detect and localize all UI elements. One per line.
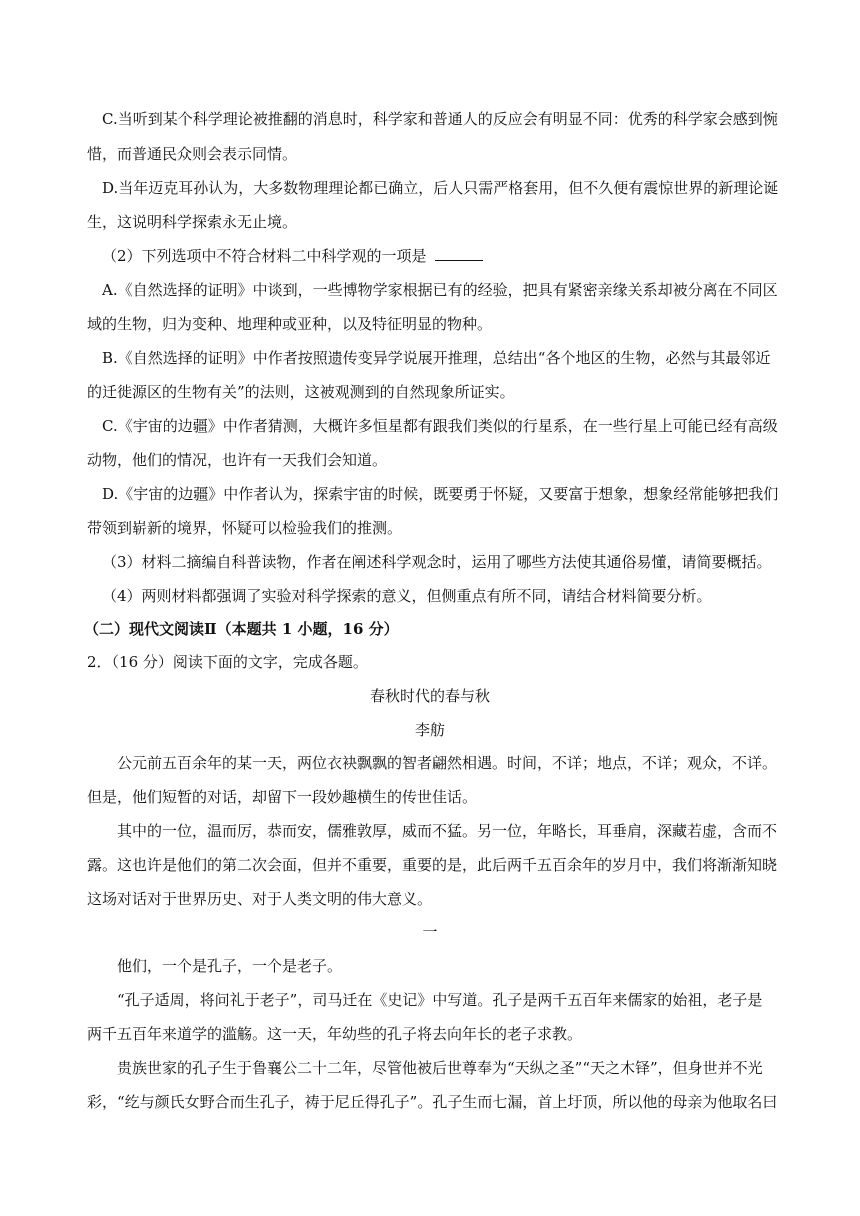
question-4: （4）两则材料都强调了实验对科学探索的意义，但侧重点有所不同，请结合材料简要分析。 — [102, 587, 712, 605]
question-3: （3）材料二摘编自科普读物，作者在阐述科学观念时，运用了哪些方法使其通俗易懂，请简要概括。 — [102, 553, 772, 571]
question-2-option-b-line1: B.《自然选择的证明》中作者按照遗传变异学说展开推理，总结出“各个地区的生物，必然与其最邻近 — [102, 349, 771, 367]
paragraph-4-line2: 两千五百年来道学的滥觞。这一天，年幼些的孔子将去向年长的老子求教。 — [87, 1025, 583, 1043]
question-item-2: 2．（16 分）阅读下面的文字，完成各题。 — [87, 653, 368, 671]
question-2-option-d-line1: D.《宇宙的边疆》中作者认为，探索宇宙的时候，既要勇于怀疑，又要富于想象，想象经常能够把我们 — [102, 485, 779, 503]
paragraph-2-line1: 其中的一位，温而厉，恭而安，儒雅敦厚，威而不猛。另一位，年略长，耳垂肩，深藏若虚，含而不 — [117, 822, 778, 840]
article-author: 李舫 — [414, 721, 445, 739]
question-2-stem-text: （2）下列选项中不符合材料二中科学观的一项是 — [102, 247, 427, 265]
paragraph-1-line2: 但是，他们短暂的对话，却留下一段妙趣横生的传世佳话。 — [87, 788, 478, 806]
material1-option-c-line2: 惜，而普通民众则会表示同情。 — [87, 145, 298, 163]
question-2-option-a-line1: A.《自然选择的证明》中谈到，一些博物学家根据已有的经验，把具有紧密亲缘关系却被分离在不同区 — [102, 281, 778, 299]
paragraph-5-line2: 彩，“纥与颜氏女野合而生孔子，祷于尼丘得孔子”。孔子生而七漏，首上圩顶，所以他的母亲为他取名曰 — [87, 1093, 778, 1111]
paragraph-5-line1: 贵族世家的孔子生于鲁襄公二十二年，尽管他被后世尊奉为“天纵之圣”“天之木铎”，但身世并不光 — [117, 1059, 763, 1077]
question-2-option-d-line2: 带领到崭新的境界，怀疑可以检验我们的推测。 — [87, 519, 403, 537]
question-2-option-c-line2: 动物，他们的情况，也许有一天我们会知道。 — [87, 451, 388, 469]
material1-option-d-line1: D.当年迈克耳孙认为，大多数物理理论都已确立，后人只需严格套用，但不久便有震惊世界的新理论诞 — [102, 179, 779, 197]
part-heading: 一 — [422, 923, 438, 941]
material1-option-d-line2: 生，这说明科学探索永无止境。 — [87, 213, 298, 231]
material1-option-c-line1: C.当听到某个科学理论被推翻的消息时，科学家和普通人的反应会有明显不同：优秀的科学家会感到惋 — [102, 110, 778, 128]
paragraph-4-line1: “孔子适周，将问礼于老子”，司马迁在《史记》中写道。孔子是两千五百年来儒家的始祖，老子是 — [117, 991, 763, 1009]
paragraph-2-line2: 露。这也许是他们的第二次会面，但并不重要，重要的是，此后两千五百余年的岁月中，我们将渐渐知晓 — [87, 856, 778, 874]
paragraph-1-line1: 公元前五百余年的某一天，两位衣袂飘飘的智者翩然相遇。时间，不详；地点，不详；观众，不详。 — [117, 754, 778, 772]
answer-blank[interactable] — [435, 246, 483, 261]
paragraph-3: 他们，一个是孔子，一个是老子。 — [117, 957, 343, 975]
question-2-option-c-line1: C.《宇宙的边疆》中作者猜测，大概许多恒星都有跟我们类似的行星系，在一些行星上可能已经有高级 — [102, 417, 778, 435]
paragraph-2-line3: 这场对话对于世界历史、对于人类文明的伟大意义。 — [87, 890, 433, 908]
question-2-stem — [102, 245, 483, 267]
article-title: 春秋时代的春与秋 — [369, 687, 490, 705]
section-heading: （二）现代文阅读Ⅱ（本题共 1 小题，16 分） — [84, 620, 399, 638]
question-2-option-a-line2: 域的生物，归为变种、地理种或亚种，以及特征明显的物种。 — [87, 315, 493, 333]
question-2-option-b-line2: 的迁徙源区的生物有关”的法则，这被观测到的自然现象所证实。 — [87, 383, 515, 401]
